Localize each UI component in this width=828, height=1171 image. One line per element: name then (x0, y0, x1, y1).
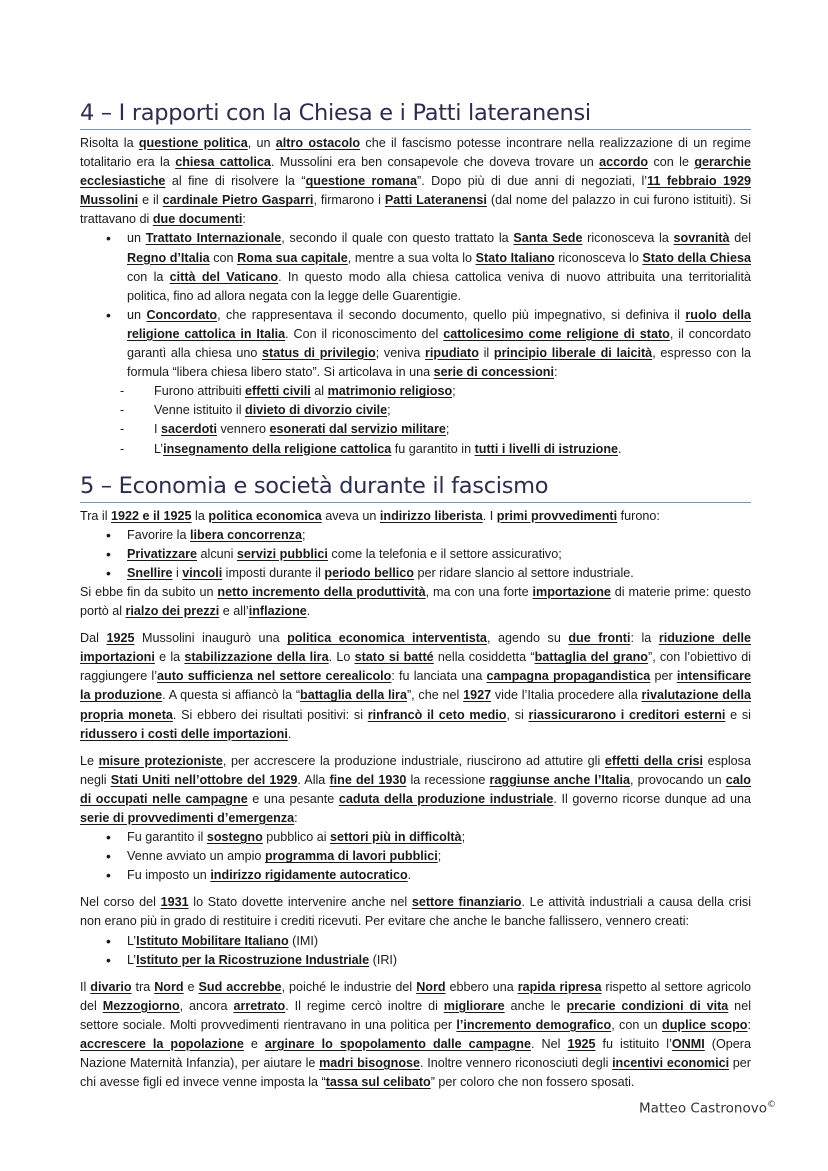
text-run: . In questo modo alla chiesa cattolica veniva di nuovo attribuita una territorialità politica, fino ad allora negata con la legge delle Guarentigie. (127, 269, 751, 303)
text-run: ” per coloro che non fossero sposati. (430, 1075, 635, 1090)
text-run: riconosceva lo (554, 250, 643, 265)
emphasis: questione politica (138, 136, 248, 150)
emphasis: rialzo dei prezzi (125, 604, 220, 619)
emphasis: battaglia della lira (300, 688, 407, 703)
emphasis: effetti della crisi (604, 753, 703, 768)
text-run: : la (630, 631, 659, 646)
text-run: ebbero una (445, 979, 518, 994)
text-run: Venne avviato un ampio (127, 849, 265, 864)
text-run: del (729, 231, 752, 246)
text-run: Si ebbe fin da subito un (80, 584, 218, 599)
primi-provvedimenti-list (80, 526, 751, 583)
text-run: e una pesante (247, 791, 339, 806)
text-run: : (554, 365, 558, 380)
emphasis: battaglia del grano (534, 650, 649, 665)
istituto-item (80, 932, 751, 951)
s5-paragraph-3 (80, 629, 751, 744)
istituto-item (80, 951, 751, 970)
text-run: L’ (154, 441, 164, 456)
text-run: rispetto al settore agricolo del (80, 979, 751, 1013)
text-run: Nel corso del (80, 895, 161, 910)
concessione-item (128, 440, 751, 459)
text-run: Mussolini inaugurò una (134, 631, 288, 646)
emphasis: netto incremento della produttività (217, 584, 426, 599)
section-4-title: 4 – I rapporti con la Chiesa e i Patti lateranensi (80, 98, 751, 130)
text-run: Furono attribuiti (154, 384, 245, 399)
text-run: , mentre a sua volta lo (347, 250, 476, 265)
emphasis: sacerdoti (161, 422, 217, 437)
concordato-text (127, 308, 751, 379)
text-run: Il (80, 979, 91, 994)
text-run: . Inoltre vennero riconosciuti degli (420, 1056, 613, 1071)
text-run: fu garantito in (391, 441, 475, 456)
emphasis: tutti i livelli di istruzione (474, 441, 619, 456)
emergenza-list (80, 828, 751, 885)
emphasis: Roma sua capitale (237, 250, 348, 265)
emphasis: effetti civili (245, 384, 311, 399)
text-run: , con un (611, 1017, 662, 1032)
emphasis: cattolicesimo come religione di stato (443, 326, 670, 341)
text-run: I (154, 422, 161, 437)
list-item-trattato (80, 229, 751, 305)
text-run: che il fascismo potesse incontrare nella realizzazione di un regime totalitario era la (80, 136, 752, 170)
text-run: per ridare slancio al settore industriale. (413, 565, 634, 580)
emphasis: chiesa cattolica (175, 155, 271, 170)
text-run: riconosceva la (582, 231, 674, 246)
text-run: ”, che nel (406, 688, 464, 703)
text-run: un (127, 307, 147, 322)
emphasis: arretrato (233, 998, 286, 1013)
emphasis: Nord (154, 979, 184, 994)
emphasis: altro ostacolo (275, 136, 361, 150)
s4-intro-paragraph (80, 134, 751, 229)
text-run: per (650, 669, 677, 684)
emphasis: ruolo della religione cattolica in Italia (127, 307, 751, 341)
emphasis: esonerati dal servizio militare (269, 422, 446, 437)
emphasis: fine del 1930 (329, 772, 407, 787)
text-run: . I (482, 508, 497, 523)
emphasis: intensificare la produzione (80, 669, 752, 703)
footer-author (639, 1100, 776, 1117)
text-run: con (209, 250, 238, 265)
text-run: i (172, 565, 183, 580)
emphasis: riduzione delle importazioni (80, 631, 752, 665)
istituti-list (80, 932, 751, 970)
text-run: ”, con l’obiettivo di raggiungere l’ (80, 650, 751, 684)
provvedimento-item (80, 545, 751, 564)
s5-paragraph-4 (80, 752, 751, 828)
emphasis: due documenti (152, 212, 243, 227)
text-run: il (478, 346, 494, 361)
text-run: . Si ebbero dei risultati positivi: si (172, 707, 368, 722)
emergenza-item (80, 847, 751, 866)
concessione-item (128, 420, 751, 439)
emphasis: raggiunse anche l’Italia (489, 772, 631, 787)
text-run: . Il regime cercò inoltre di (285, 998, 444, 1013)
emphasis: Stato della Chiesa (642, 250, 752, 265)
provvedimento-item (80, 564, 751, 583)
text-run: Fu garantito il (127, 830, 207, 845)
emphasis: accrescere la popolazione (80, 1037, 244, 1052)
text-run: (Opera Nazione Maternità Infanzia), per aiutare le (80, 1037, 751, 1071)
text-run: al (310, 384, 328, 399)
text-run: un (127, 231, 146, 246)
emphasis: rivalutazione della propria moneta (80, 688, 751, 722)
text-run: , ancora (179, 998, 234, 1013)
text-run: vide l’Italia procedere alla (491, 688, 642, 703)
text-run: e (183, 979, 199, 994)
concessioni-list (80, 382, 751, 458)
text-run: pubblico ai (262, 830, 331, 845)
emphasis: importazione (532, 584, 611, 599)
text-run: come la telefonia e il settore assicurativo; (327, 546, 562, 561)
text-run: vennero (217, 422, 270, 437)
emphasis: 1927 (463, 688, 492, 703)
text-run: e all’ (219, 604, 249, 619)
emphasis: stabilizzazione della lira (184, 650, 329, 665)
emphasis: misure protezioniste (98, 753, 223, 768)
concessione-item (128, 382, 751, 401)
text-run: ; (461, 830, 466, 845)
text-run: , espresso con la formula “libera chiesa libero stato”. Si articolava in una (127, 346, 751, 380)
text-run: . Con il riconoscimento del (285, 326, 444, 341)
emphasis: sovranità (673, 231, 730, 246)
emphasis: due fronti (568, 631, 631, 646)
document-page (80, 98, 751, 1092)
emphasis: città del Vaticano (169, 269, 279, 284)
text-run: L’ (127, 933, 137, 948)
text-run: . Lo (328, 650, 355, 665)
emphasis: Stato Italiano (475, 250, 555, 265)
text-run: aveva un (321, 508, 380, 523)
emphasis: calo di occupati nelle campagne (80, 772, 751, 806)
emphasis: politica economica interventista (287, 631, 487, 646)
emphasis: madri bisognose (319, 1056, 421, 1071)
emphasis: Istituto Mobilitare Italiano (136, 933, 289, 948)
text-run: . (407, 868, 412, 883)
text-run: . (287, 726, 292, 741)
emphasis: Snellire (127, 565, 173, 580)
text-run: , secondo il quale con questo trattato la (281, 231, 514, 246)
emphasis: Santa Sede (513, 231, 583, 246)
emphasis: tassa sul celibato (325, 1075, 431, 1090)
text-run: ; veniva (375, 346, 426, 361)
text-run: : (242, 212, 246, 227)
text-run: , per accrescere la produzione industriale, riuscirono ad attutire gli (222, 753, 605, 768)
emphasis: indirizzo rigidamente autocratico (210, 868, 408, 883)
text-run: , si (506, 707, 529, 722)
text-run: ; (437, 849, 442, 864)
emphasis: servizi pubblici (236, 546, 328, 561)
emphasis: Privatizzare (127, 546, 198, 561)
text-run: esplosa negli (80, 753, 751, 787)
text-run: , firmarono i (313, 193, 385, 208)
emphasis: Concordato (146, 307, 218, 322)
text-run: per chi avesse figli ed invece venne imposta la “ (80, 1056, 752, 1090)
concessione-item (128, 401, 751, 420)
emphasis: insegnamento della religione cattolica (163, 441, 392, 456)
emphasis: 1925 (106, 631, 135, 646)
text-run: furono: (617, 508, 660, 523)
section-5-title: 5 – Economia e società durante il fascismo (80, 471, 751, 503)
emphasis: serie di provvedimenti d’emergenza (80, 811, 295, 825)
text-run: di materie prime: questo portò al (80, 584, 751, 619)
text-run: . (618, 441, 622, 456)
emphasis: periodo bellico (324, 565, 414, 580)
emergenza-item (80, 866, 751, 885)
emphasis: settori più in difficoltà (330, 830, 462, 845)
text-run: ; (452, 384, 456, 399)
emphasis: 1925 (567, 1037, 596, 1052)
s4-documents-list (80, 229, 751, 458)
text-run: ; (387, 403, 391, 418)
text-run: : fu lanciata una (391, 669, 487, 684)
text-run: ; (302, 527, 306, 542)
text-run: Le (80, 753, 99, 768)
emphasis: accordo (599, 155, 649, 170)
emphasis: campagna propagandistica (486, 669, 651, 684)
text-run: e la (154, 650, 185, 665)
emphasis: Stati Uniti nell’ottobre del 1929 (110, 772, 298, 787)
text-run: Fu imposto un (127, 868, 211, 883)
emphasis: politica economica (208, 508, 322, 523)
text-run: tra (131, 979, 155, 994)
emphasis: indirizzo liberista (379, 508, 483, 523)
emphasis: l’incremento demografico (456, 1017, 612, 1032)
text-run: , ma con una forte (425, 584, 533, 599)
text-run: e il (138, 193, 163, 208)
text-run: la recessione (406, 772, 490, 787)
text-run: e (243, 1037, 265, 1052)
emphasis: libera concorrenza (190, 527, 302, 542)
text-run: . Mussolini era ben consapevole che doveva trovare un (270, 155, 600, 170)
emphasis: ridussero i costi delle importazioni (80, 726, 288, 741)
emphasis: ripudiato (425, 346, 479, 361)
text-run: con le (648, 155, 695, 170)
emphasis: settore finanziario (411, 895, 522, 910)
s5-paragraph-6 (80, 978, 751, 1093)
emphasis: 1931 (160, 895, 189, 910)
text-run: , provocando un (630, 772, 726, 787)
emphasis: Sud accrebbe (198, 979, 282, 994)
emphasis: programma di lavori pubblici (264, 849, 438, 864)
s5-paragraph-5 (80, 893, 751, 931)
text-run: (IMI) (288, 933, 319, 948)
author-name: Matteo Castronovo (639, 1100, 767, 1117)
text-run: , poiché le industrie del (281, 979, 417, 994)
emphasis: cardinale Pietro Gasparri (162, 193, 314, 208)
text-run: e si (725, 707, 751, 722)
text-run: : (747, 1017, 752, 1032)
text-run: . Le attività industriali a causa della crisi non erano più in grado di restituire i crediti ricevuti. Per evitare che anche le banche fallissero, vennero creati: (80, 895, 752, 929)
emphasis: inflazione (248, 604, 307, 619)
emphasis: precarie condizioni di vita (566, 998, 729, 1013)
text-run: nella cosiddetta “ (433, 650, 535, 665)
text-run: . A questa si affiancò la “ (162, 688, 301, 703)
text-run: alcuni (197, 546, 237, 561)
emphasis: arginare lo spopolamento dalle campagne (264, 1037, 531, 1052)
text-run: lo Stato dovette intervenire anche nel (188, 895, 412, 910)
s5-paragraph-1 (80, 507, 751, 526)
text-run: Risolta la (80, 136, 139, 150)
emphasis: primi provvedimenti (496, 508, 618, 523)
emphasis: rapida ripresa (517, 979, 602, 994)
s5-paragraph-2 (80, 583, 751, 621)
emphasis: divieto di divorzio civile (245, 403, 388, 418)
emphasis: Regno d’Italia (127, 250, 210, 265)
text-run: anche le (504, 998, 567, 1013)
emphasis: gerarchie ecclesiastiche (80, 155, 752, 189)
emphasis: migliorare (443, 998, 505, 1013)
emphasis: caduta della produzione industriale (338, 791, 554, 806)
text-run: con la (127, 269, 170, 284)
text-run: , un (247, 136, 276, 150)
text-run: : (294, 811, 298, 825)
text-run: , il concordato garantì alla chiesa uno (127, 326, 751, 361)
text-run: al fine di risolvere la “ (165, 174, 306, 189)
emphasis: Mezzogiorno (102, 998, 180, 1013)
emphasis: auto sufficienza nel settore cerealicolo (157, 669, 392, 684)
emphasis: rinfrancò il ceto medio (367, 707, 507, 722)
text-run: . Alla (297, 772, 330, 787)
emphasis: divario (90, 979, 132, 994)
emphasis: stato si batté (354, 650, 434, 665)
provvedimento-item (80, 526, 751, 545)
emphasis: principio liberale di laicità (493, 346, 653, 361)
emphasis: Trattato Internazionale (145, 231, 282, 246)
text-run: . Il governo ricorse dunque ad una (553, 791, 752, 806)
text-run: Venne istituito il (154, 403, 246, 418)
emphasis: Nord (416, 979, 446, 994)
emphasis: ONMI (671, 1037, 705, 1052)
text-run: nel settore sociale. Molti provvedimenti rientravano in una politica per (80, 998, 751, 1032)
text-run: ”. Dopo più di due anni di negoziati, l’ (417, 174, 648, 189)
text-run: Tra il (80, 508, 112, 523)
text-run: , agendo su (486, 631, 569, 646)
emphasis: Istituto per la Ricostruzione Industriale (136, 952, 370, 967)
emphasis: serie di concessioni (433, 365, 554, 380)
emphasis: status di privilegio (262, 346, 376, 361)
emphasis: duplice scopo (662, 1017, 748, 1032)
text-run: la (191, 508, 209, 523)
text-run: , che rappresentava il secondo documento, quello più impegnativo, si definiva il (217, 307, 686, 322)
emergenza-item (80, 828, 751, 847)
text-run: . (306, 604, 311, 619)
emphasis: Patti Lateranensi (384, 193, 487, 208)
text-run: ; (445, 422, 450, 437)
text-run: Favorire la (127, 527, 190, 542)
text-run: . Nel (530, 1037, 568, 1052)
list-item-concordato (80, 306, 751, 459)
emphasis: matrimonio religioso (327, 384, 453, 399)
text-run: (dal nome del palazzo in cui furono istituiti). Si trattavano di (80, 193, 752, 227)
text-run: (IRI) (369, 952, 398, 967)
copyright-mark: © (767, 1100, 776, 1110)
emphasis: 11 febbraio 1929 Mussolini (80, 174, 752, 208)
emphasis: vincoli (182, 565, 223, 580)
emphasis: sostegno (206, 830, 263, 845)
text-run: Dal (80, 631, 107, 646)
text-run: imposti durante il (222, 565, 325, 580)
emphasis: incentivi economici (612, 1056, 730, 1071)
text-run: L’ (127, 952, 137, 967)
emphasis: 1922 e il 1925 (111, 508, 192, 523)
emphasis: questione romana (305, 174, 418, 189)
emphasis: riassicurarono i creditori esterni (528, 707, 726, 722)
text-run: fu istituito l’ (595, 1037, 672, 1052)
